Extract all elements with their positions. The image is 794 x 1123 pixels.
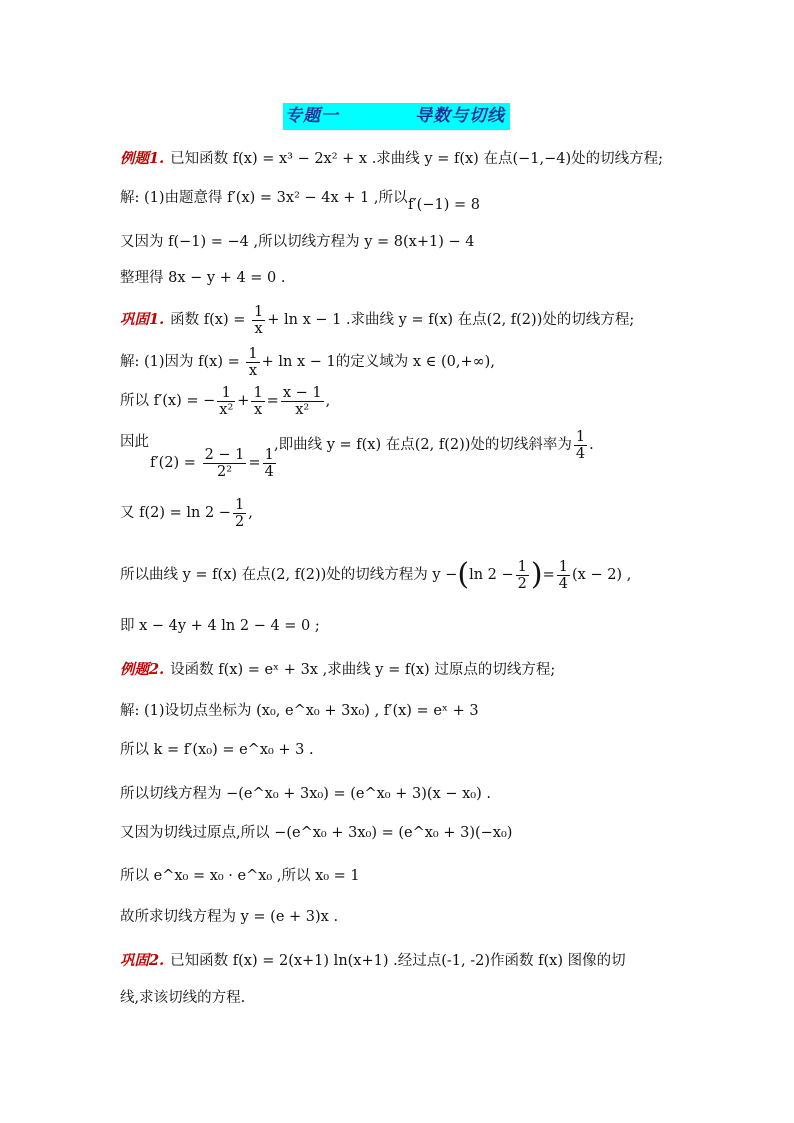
- cons1-tag: 巩固1.: [120, 311, 165, 328]
- ex2-tag: 例题2.: [120, 661, 165, 678]
- ex2-solution-line4: 又因为切线过原点,所以 −(e^x₀ + 3x₀) = (e^x₀ + 3)(−x₀): [120, 825, 513, 841]
- ex2-solution-line6: 故所求切线方程为 y = (e + 3)x .: [120, 909, 339, 925]
- cons1-solution-line4: 又 f(2) = ln 2 − $\frac{1}{2}$ ,: [120, 496, 253, 530]
- cons1-solution-line1: 解: (1)因为 f(x) = $\frac{1}{x}$ + ln x − 1的定义域为 x ∈ (0,+∞),: [120, 345, 495, 379]
- fraction: $\frac{1}{4}$: [575, 428, 586, 462]
- cons1-solution-line3a: 因此: [120, 434, 149, 450]
- ex2-solution-line5: 所以 e^x₀ = x₀ · e^x₀ ,所以 x₀ = 1: [120, 868, 360, 884]
- title-part2: 导数与切线: [415, 106, 505, 126]
- fraction: $\frac{1}{x}$: [253, 303, 264, 337]
- page-title: [283, 103, 510, 130]
- cons1-solution-line3c: f′(2) = $\frac{2 - 1}{\text{2²}}$ = $\frac{1}{4}$: [150, 446, 274, 480]
- fraction: $\frac{2 - 1}{\text{2²}}$: [204, 446, 245, 480]
- ex1-solution-line3: 整理得 8x − y + 4 = 0 .: [120, 270, 286, 286]
- title-part1: 专题一: [285, 106, 339, 126]
- ex2-solution-line3: 所以切线方程为 −(e^x₀ + 3x₀) = (e^x₀ + 3)(x − x₀) .: [120, 786, 491, 802]
- cons2-question-line2: 线,求该切线的方程.: [120, 990, 246, 1006]
- cons1-question: 巩固1. 函数 f(x) = $\frac{1}{x}$ + ln x − 1 .求曲线 y = f(x) 在点(2, f(2))处的切线方程;: [120, 303, 635, 337]
- cons1-solution-line2: 所以 f′(x) = − $\frac{1}{\text{x²}}$ + $\frac{1}{x}$ = $\frac{x - 1}{\text{x²}}$ ,: [120, 384, 331, 418]
- cons1-solution-line3b: ,即曲线 y = f(x) 在点(2, f(2))处的切线斜率为 $\frac{1}{4}$ .: [274, 428, 594, 462]
- ex1-question: 例题1. 已知函数 f(x) = x³ − 2x² + x .求曲线 y = f(x) 在点(−1,−4)处的切线方程;: [120, 150, 664, 167]
- cons2-tag: 巩固2.: [120, 952, 165, 969]
- ex1-solution-line1: 解: (1)由题意得 f′(x) = 3x² − 4x + 1 ,所以: [120, 190, 408, 206]
- fraction: $\frac{1}{x}$: [253, 384, 263, 418]
- ex2-question: 例题2. 设函数 f(x) = eˣ + 3x ,求曲线 y = f(x) 过原点的切线方程;: [120, 661, 556, 678]
- cons1-solution-line6: 即 x − 4y + 4 ln 2 − 4 = 0 ;: [120, 618, 320, 634]
- fraction: $\frac{1}{\text{x²}}$: [219, 384, 234, 418]
- fraction: $\frac{1}{2}$: [234, 496, 245, 530]
- fraction: $\frac{1}{4}$: [264, 446, 274, 480]
- fraction: $\frac{x - 1}{\text{x²}}$: [282, 384, 322, 418]
- fraction: $\frac{1}{4}$: [558, 558, 568, 592]
- cons2-question-line1: 巩固2. 已知函数 f(x) = 2(x+1) ln(x+1) .经过点(-1, -2)作函数 f(x) 图像的切: [120, 952, 626, 969]
- ex2-solution-line1: 解: (1)设切点坐标为 (x₀, e^x₀ + 3x₀) , f′(x) = eˣ + 3: [120, 703, 479, 719]
- ex1-solution-line2: 又因为 f(−1) = −4 ,所以切线方程为 y = 8(x+1) − 4: [120, 234, 475, 250]
- fraction: $\frac{1}{2}$: [517, 558, 527, 592]
- ex2-solution-line2: 所以 k = f′(x₀) = e^x₀ + 3 .: [120, 742, 314, 758]
- fraction: $\frac{1}{x}$: [248, 345, 258, 379]
- ex1-tag: 例题1.: [120, 150, 165, 167]
- ex1-solution-line1b: f′(−1) = 8: [408, 197, 480, 213]
- cons1-solution-line5: 所以曲线 y = f(x) 在点(2, f(2))处的切线方程为 y −(ln 2 − $\frac{1}{2}$ )= $\frac{1}{4}$ (x − 2) ,: [120, 557, 632, 592]
